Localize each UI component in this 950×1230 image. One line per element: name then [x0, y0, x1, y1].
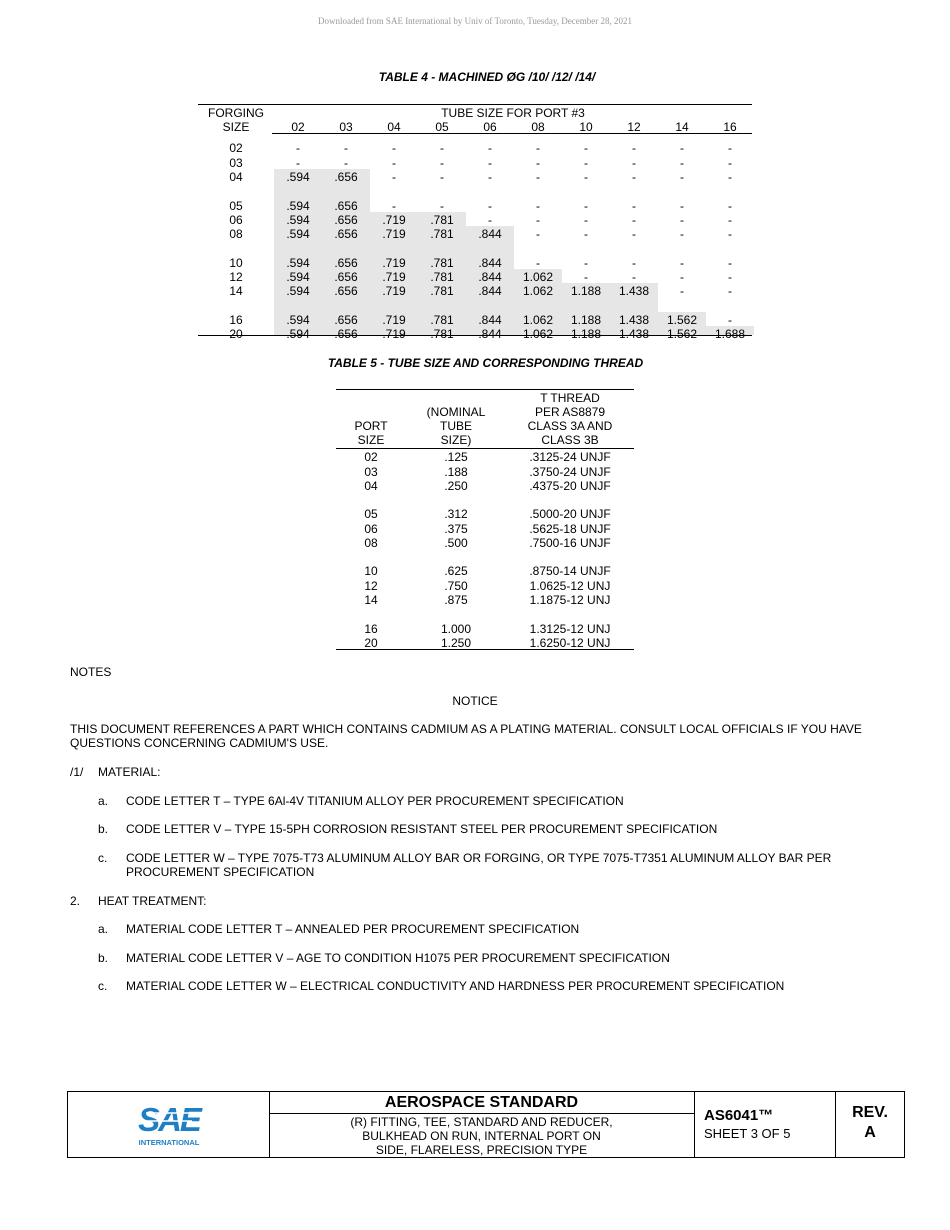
table4-cell: .844: [478, 327, 502, 341]
table4-cell: .594: [286, 199, 310, 213]
table5-tube-cell: .625: [444, 564, 468, 578]
table5-thread-cell: .8750-14 UNJF: [529, 564, 611, 578]
table4-row-size: 08: [229, 227, 243, 241]
table4-cell: -: [728, 170, 732, 184]
table4-cell: .594: [286, 313, 310, 327]
table4-cell: -: [488, 156, 492, 170]
table5-thread-cell: 1.6250-12 UNJ: [529, 636, 611, 650]
table4-cell: .781: [430, 284, 454, 298]
table4-cell: -: [632, 156, 636, 170]
notice-text: THIS DOCUMENT REFERENCES A PART WHICH CONTAINS CADMIUM AS A PLATING MATERIAL. CONSULT LOCAL OFFICIALS IF YOU HAVE QUESTIONS CONCERNING CADMIUM'S USE.: [70, 722, 862, 750]
table5-port-cell: 05: [364, 507, 378, 521]
table4-col-header: 14: [675, 120, 689, 134]
table4-col-header: 06: [483, 120, 497, 134]
table4-cell: -: [536, 141, 540, 155]
table5-header-rule: [336, 448, 634, 449]
table4-cell: .594: [286, 227, 310, 241]
table4-row-size: 20: [229, 327, 243, 341]
table4-cell: .781: [430, 313, 454, 327]
table5-tube-cell: .125: [444, 450, 468, 464]
table4-row-size: 12: [229, 270, 243, 284]
note-2b-text: MATERIAL CODE LETTER V – AGE TO CONDITION H1075 PER PROCUREMENT SPECIFICATION: [126, 951, 670, 965]
table4-cell: -: [296, 141, 300, 155]
table4-cell: -: [728, 313, 732, 327]
table4-cell: .594: [286, 327, 310, 341]
table4-title: TABLE 4 - MACHINED ØG /10/ /12/ /14/: [378, 70, 596, 84]
table4-cell: .781: [430, 256, 454, 270]
table5-thread-cell: .5000-20 UNJF: [529, 507, 611, 521]
table4-cell: 1.062: [522, 284, 554, 298]
table5-port-cell: 16: [364, 622, 378, 636]
sheet-number: SHEET 3 OF 5: [704, 1126, 791, 1141]
table4-cell: -: [632, 227, 636, 241]
notice-heading: NOTICE: [452, 694, 498, 708]
table5-port-cell: 10: [364, 564, 378, 578]
note-2-label: HEAT TREATMENT:: [98, 894, 207, 908]
table4-cell: .594: [286, 270, 310, 284]
table4-size-header: SIZE: [222, 120, 250, 134]
table4-cell: -: [728, 227, 732, 241]
table4-cell: -: [488, 141, 492, 155]
table5-port-cell: 03: [364, 465, 378, 479]
table4-cell: -: [728, 256, 732, 270]
table4-cell: -: [536, 213, 540, 227]
table4-row-size: 10: [229, 256, 243, 270]
table5-top-rule: [336, 389, 634, 390]
table5-thread-cell: 1.3125-12 UNJ: [529, 622, 611, 636]
table4-col-header: 12: [627, 120, 641, 134]
table5-thread-header-4: CLASS 3B: [541, 433, 599, 447]
table4-cell: -: [392, 156, 396, 170]
table4-cell: -: [584, 227, 588, 241]
table4-cell: -: [536, 227, 540, 241]
table4-cell: -: [632, 170, 636, 184]
table4-cell: -: [584, 199, 588, 213]
table4-cell: -: [680, 213, 684, 227]
table4-cell: 1.188: [570, 327, 602, 341]
table4-cell: -: [728, 270, 732, 284]
table4-cell: 1.438: [618, 327, 650, 341]
table4-cell: -: [728, 199, 732, 213]
table4-cell: -: [344, 156, 348, 170]
table5-port-header-1: PORT: [354, 419, 388, 433]
table4-cell: .656: [334, 284, 358, 298]
table4-cell: -: [440, 156, 444, 170]
table4-group-header: TUBE SIZE FOR PORT #3: [441, 106, 585, 120]
document-description-line-2: BULKHEAD ON RUN, INTERNAL PORT ON: [362, 1129, 601, 1143]
table4-cell: 1.062: [522, 270, 554, 284]
table5-thread-header-1: T THREAD: [540, 391, 600, 405]
table5-thread-cell: 1.0625-12 UNJ: [529, 579, 611, 593]
table4-cell: .719: [382, 284, 406, 298]
table5-thread-cell: 1.1875-12 UNJ: [529, 593, 611, 607]
table5-thread-header-2: PER AS8879: [534, 405, 606, 419]
table4-cell: .656: [334, 213, 358, 227]
table4-cell: -: [632, 256, 636, 270]
table4-col-header: 03: [339, 120, 353, 134]
table4-cell: 1.438: [618, 284, 650, 298]
table5-port-cell: 14: [364, 593, 378, 607]
table4-row-size: 06: [229, 213, 243, 227]
table4-cell: 1.062: [522, 313, 554, 327]
table4-cell: -: [584, 213, 588, 227]
table4-cell: -: [440, 170, 444, 184]
table5-port-header-2: SIZE: [357, 433, 385, 447]
table5-tube-cell: 1.000: [440, 622, 472, 636]
sae-logo-subtext: INTERNATIONAL: [138, 1138, 200, 1147]
table4-cell: .656: [334, 199, 358, 213]
note-2c-text: MATERIAL CODE LETTER W – ELECTRICAL CONDUCTIVITY AND HARDNESS PER PROCUREMENT SPECIFICATION: [126, 979, 785, 993]
table4-cell: 1.438: [618, 313, 650, 327]
note-1c-text: CODE LETTER W – TYPE 7075-T73 ALUMINUM ALLOY BAR OR FORGING, OR TYPE 7075-T7351 ALUMINUM ALLOY BAR PER PROCUREMENT SPECIFICATION: [126, 851, 832, 879]
table4-cell: 1.062: [522, 327, 554, 341]
table4-cell: .656: [334, 327, 358, 341]
table4-col-header: 08: [531, 120, 545, 134]
table4-cell: .781: [430, 327, 454, 341]
note-1a-letter: a.: [98, 794, 109, 808]
table4-cell: .719: [382, 270, 406, 284]
table4-cell: 1.188: [570, 313, 602, 327]
table4-cell: -: [584, 141, 588, 155]
table4-cell: -: [680, 156, 684, 170]
table4-cell: .656: [334, 227, 358, 241]
table4-cell: -: [440, 199, 444, 213]
table4-top-rule: [198, 104, 752, 105]
table4-cell: .719: [382, 327, 406, 341]
table5-tube-cell: 1.250: [440, 636, 472, 650]
table4-cell: -: [344, 141, 348, 155]
revision-value: A: [864, 1124, 876, 1141]
table4-cell: .594: [286, 284, 310, 298]
table4-cell: -: [728, 141, 732, 155]
table4-cell: -: [488, 213, 492, 227]
table4-cell: .719: [382, 256, 406, 270]
table4-cell: -: [584, 170, 588, 184]
table4-cell: .594: [286, 170, 310, 184]
table4-cell: -: [680, 199, 684, 213]
table4-cell: .844: [478, 256, 502, 270]
table4-cell: -: [536, 170, 540, 184]
note-1b-letter: b.: [98, 822, 109, 836]
table4-cell: -: [488, 170, 492, 184]
table4-cell: -: [728, 284, 732, 298]
table4-cell: -: [536, 199, 540, 213]
table5-tube-cell: .375: [444, 522, 468, 536]
table4-cell: .656: [334, 256, 358, 270]
table5-tube-cell: .188: [444, 465, 468, 479]
table4-cell: -: [440, 141, 444, 155]
table4-cell: -: [584, 256, 588, 270]
title-block: [67, 1091, 905, 1158]
table4-cell: -: [680, 227, 684, 241]
notes-heading: NOTES: [70, 665, 112, 679]
table5-thread-cell: .3125-24 UNJF: [529, 450, 611, 464]
table5-title: TABLE 5 - TUBE SIZE AND CORRESPONDING THREAD: [327, 356, 644, 370]
table4-cell: .781: [430, 227, 454, 241]
table4-row-size: 16: [229, 313, 243, 327]
table4-cell: -: [392, 141, 396, 155]
table5-port-cell: 06: [364, 522, 378, 536]
table4-cell: -: [392, 170, 396, 184]
table4-cell: .656: [334, 170, 358, 184]
table4-row-size: 05: [229, 199, 243, 213]
table4-cell: 1.188: [570, 284, 602, 298]
table4-cell: -: [680, 284, 684, 298]
table4-cell: -: [632, 213, 636, 227]
table4-cell: -: [632, 270, 636, 284]
table4-cell: -: [680, 170, 684, 184]
table4-cell: 1.562: [666, 313, 698, 327]
table4-row-size: 04: [229, 170, 243, 184]
table4-cell: -: [392, 199, 396, 213]
table4-cell: -: [536, 256, 540, 270]
note-2-number: 2.: [70, 894, 81, 908]
table4: [198, 104, 752, 341]
table4-cell: -: [296, 156, 300, 170]
table4-cell: .781: [430, 213, 454, 227]
table4-cell: -: [632, 141, 636, 155]
table4-cell: .594: [286, 256, 310, 270]
table5-tube-cell: .312: [444, 507, 468, 521]
table5-tube-cell: .250: [444, 479, 468, 493]
table4-col-header: 05: [435, 120, 449, 134]
table4-col-header: 02: [291, 120, 305, 134]
table4-cell: .656: [334, 270, 358, 284]
table5-thread-cell: .4375-20 UNJF: [529, 479, 611, 493]
table5-tube-header-1: (NOMINAL: [426, 405, 486, 419]
table5-thread-cell: .3750-24 UNJF: [529, 465, 611, 479]
table4-cell: .719: [382, 213, 406, 227]
table5-port-cell: 20: [364, 636, 378, 650]
table4-col-header: 04: [387, 120, 401, 134]
table4-cell: .844: [478, 270, 502, 284]
table4-cell: -: [680, 141, 684, 155]
table5-tube-header-3: SIZE): [440, 433, 472, 447]
table5-port-cell: 02: [364, 450, 378, 464]
standard-type: AEROSPACE STANDARD: [384, 1094, 579, 1111]
table4-cell: -: [536, 156, 540, 170]
note-1b-text: CODE LETTER V – TYPE 15-5PH CORROSION RESISTANT STEEL PER PROCUREMENT SPECIFICATION: [126, 822, 718, 836]
table4-forging-header: FORGING: [208, 106, 264, 120]
download-watermark: Downloaded from SAE International by Univ of Toronto, Tuesday, December 28, 2021: [317, 16, 633, 26]
table4-col-header: 16: [723, 120, 737, 134]
table4-cell: 1.562: [666, 327, 698, 341]
table4-cell: -: [728, 156, 732, 170]
table5: [336, 385, 634, 651]
table4-cell: -: [632, 199, 636, 213]
document-number: AS6041™: [704, 1107, 774, 1124]
note-1c-letter: c.: [98, 851, 108, 865]
revision-label: REV.: [852, 1104, 888, 1121]
note-1-label: MATERIAL:: [98, 765, 161, 779]
table4-cell: .844: [478, 284, 502, 298]
table4-cell: .844: [478, 313, 502, 327]
note-2a-text: MATERIAL CODE LETTER T – ANNEALED PER PROCUREMENT SPECIFICATION: [126, 922, 580, 936]
table5-tube-header-2: TUBE: [439, 419, 472, 433]
table4-cell: .656: [334, 313, 358, 327]
note-2a-letter: a.: [98, 922, 109, 936]
document-description-line-1: (R) FITTING, TEE, STANDARD AND REDUCER,: [350, 1115, 613, 1129]
table4-col-header: 10: [579, 120, 593, 134]
table4-cell: 1.688: [714, 327, 746, 341]
table5-thread-header-3: CLASS 3A AND: [527, 419, 613, 433]
title-block-divider: [269, 1113, 694, 1114]
table4-cell: -: [680, 270, 684, 284]
note-2b-letter: b.: [98, 951, 109, 965]
table4-cell: .781: [430, 270, 454, 284]
table4-cell: -: [584, 156, 588, 170]
table4-row-size: 14: [229, 284, 243, 298]
table4-cell: .594: [286, 213, 310, 227]
table5-tube-cell: .875: [444, 593, 468, 607]
table4-cell: -: [680, 256, 684, 270]
table5-thread-cell: .7500-16 UNJF: [529, 536, 611, 550]
note-1-number: /1/: [70, 765, 84, 779]
table5-port-cell: 12: [364, 579, 378, 593]
sae-logo-icon: [108, 1101, 230, 1149]
table5-tube-cell: .500: [444, 536, 468, 550]
table5-port-cell: 08: [364, 536, 378, 550]
table4-row-size: 03: [229, 156, 243, 170]
table4-cell: .719: [382, 313, 406, 327]
document-description-line-3: SIDE, FLARELESS, PRECISION TYPE: [375, 1143, 588, 1157]
table4-cell: .719: [382, 227, 406, 241]
table4-row-size: 02: [229, 141, 243, 155]
sae-logo-mark: SAE: [138, 1101, 200, 1138]
table4-cell: .844: [478, 227, 502, 241]
table5-thread-cell: .5625-18 UNJF: [529, 522, 611, 536]
note-2c-letter: c.: [98, 979, 108, 993]
table4-cell: -: [728, 213, 732, 227]
title-block-divider: [694, 1092, 695, 1158]
note-1a-text: CODE LETTER T – TYPE 6Al-4V TITANIUM ALLOY PER PROCUREMENT SPECIFICATION: [126, 794, 624, 808]
sae-logo: [108, 1101, 230, 1152]
table4-cell: -: [584, 270, 588, 284]
table4-cell: -: [488, 199, 492, 213]
table5-tube-cell: .750: [444, 579, 468, 593]
table5-port-cell: 04: [364, 479, 378, 493]
